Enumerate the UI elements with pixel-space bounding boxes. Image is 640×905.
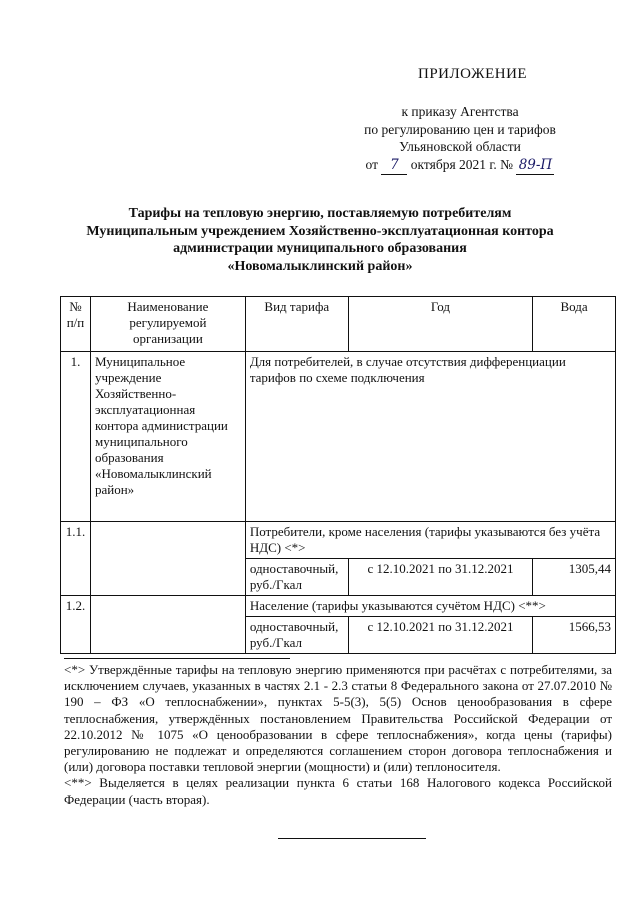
header-tariff-type: Вид тарифа [245,297,348,352]
order-date-line [330,156,590,176]
header-num: № п/п [61,297,91,352]
table-row [61,522,616,559]
row-desc: Потребители, кроме населения (тарифы указываются без учёта НДС) <*> [245,522,615,559]
table-header-row [61,297,616,352]
row-value: 1566,53 [533,617,616,654]
row-period: с 12.10.2021 по 31.12.2021 [348,617,532,654]
order-line-1: к приказу Агентства [401,104,519,119]
row-num: 1.1. [61,522,91,596]
header-water: Вода [533,297,616,352]
row-value: 1305,44 [533,559,616,596]
header-year: Год [348,297,532,352]
row-num: 1. [61,352,91,522]
closing-rule [278,838,426,839]
title-line-1: Тарифы на тепловую энергию, поставляемую потребителям [128,206,512,221]
title-line-3: администрации муниципального образования [173,241,467,256]
row-org: Муниципальное учреждение Хозяйственно-эксплуатационная контора администрации муниципального образования «Новомалыклинский район» [90,352,245,522]
date-prefix: от [365,156,379,172]
order-reference [330,103,590,175]
row-period: с 12.10.2021 по 31.12.2021 [348,559,532,596]
order-line-3: Ульяновской области [399,139,521,154]
row-tariff-type: одноставочный, руб./Гкал [245,617,348,654]
handwritten-order-number: 89-П [516,157,554,176]
handwritten-day: 7 [381,157,407,176]
title-line-2: Муниципальным учреждением Хозяйственно-эксплуатационная контора [86,223,554,239]
footnote-separator [64,658,290,659]
date-rest: октября 2021 г. № [410,156,514,172]
table-row [61,352,616,522]
row-desc: Население (тарифы указываются сучётом НДС) <**> [245,596,615,617]
tariff-table [60,296,616,654]
footnotes [64,662,612,808]
row-tariff-type: одноставочный, руб./Гкал [245,559,348,596]
footnote-1: <*> Утверждённые тарифы на тепловую энергию применяются при расчётах с потребителями, за исключением случаев, указанных в частях 2.1 - 2.3 статьи 8 Федерального закона от 27.07.2010 № 190 – ФЗ «О теплоснабжении», пунктах 5-5(3), 5(5) Основ ценообразования в сфере теплоснабжения, утверждённых постановлением Правительства Российской Федерации от 22.10.2012 № 1075 «О ценообразовании в сфере теплоснабжения», когда цены (тарифы) регулированию не подлежат и определяются соглашением сторон договора теплоснабжения и (или) договора поставки тепловой энергии (мощности) и (или) теплоносителя. [64,662,612,775]
row-num: 1.2. [61,596,91,654]
row-org-empty [90,522,245,596]
row-org-empty [90,596,245,654]
document-title [70,205,570,275]
order-line-2: по регулированию цен и тарифов [364,121,556,137]
row-desc: Для потребителей, в случае отсутствия дифференциации тарифов по схеме подключения [245,352,615,522]
footnote-2: <**> Выделяется в целях реализации пункта 6 статьи 168 Налогового кодекса Российской Федерации (часть вторая). [64,775,612,807]
header-org: Наименование регулируемой организации [90,297,245,352]
title-line-4: «Новомалыклинский район» [227,258,413,274]
appendix-title: ПРИЛОЖЕНИЕ [418,66,528,82]
table-row [61,596,616,617]
